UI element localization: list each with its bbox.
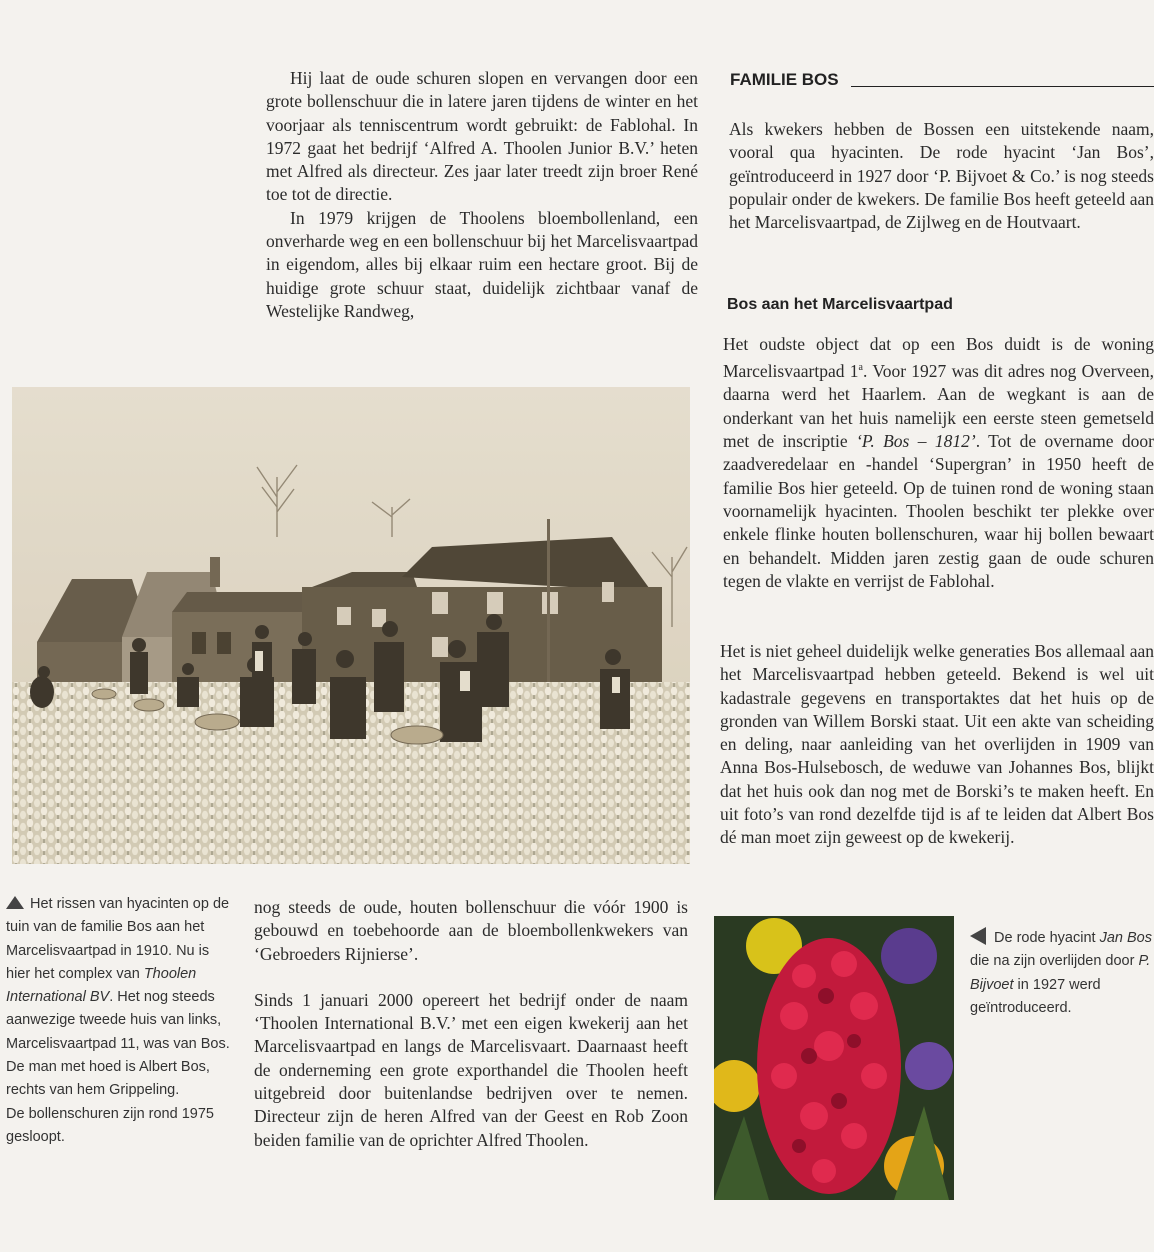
top-paragraph-2: In 1979 krijgen de Thoolens bloembollenland, een onverharde weg en een bollenschuur bij het Marcelisvaartpad in eigendom, alles bij elkaar ruim een hectare groot. Bij de huidige grote schuur staat, duidelijk zichtbaar vanaf de Westelijke Randweg, [266, 207, 698, 321]
flower-caption-part1: De rode hyacint [994, 930, 1100, 946]
bottom-text-column [254, 896, 688, 1152]
photo-caption-italic: Thoolen International BV [6, 965, 197, 1006]
right-paragraph-2-b: . Voor 1927 was dit adres nog Overveen, daarna werd het Haarlem. Aan de wegkant is aan de onderkant van het huis namelijk een eerste steen gemetseld met de inscriptie [723, 361, 1154, 452]
right-paragraph-2-a: Het oudste object dat op een Bos duidt is de woning Marcelisvaartpad 1 [723, 334, 1154, 382]
photo-caption-text [6, 893, 230, 1103]
flower-caption-italic2: P. Bijvoet [970, 953, 1151, 993]
flower-caption-part3: in 1927 werd geïntroduceerd. [970, 976, 1101, 1016]
red-hyacinth-photo [714, 916, 954, 1200]
heading-rule [851, 86, 1154, 87]
right-paragraph-2-c: . Tot de overname door zaadveredelaar en -handel ‘Supergran’ in 1950 heeft de familie Bos hier geteeld. Op de tuinen rond de woning staan voornamelijk hyacinten. Thoolen beschikt ter plekke over enkele flinke houten bollenschuren, waar hij bollen bewaart en behandelt. Midden jaren zestig gaan de oude schuren tegen de vlakte en verrijst de Fablohal. [723, 431, 1154, 591]
top-paragraph-1: Hij laat de oude schuren slopen en vervangen door een grote bollenschuur die in latere jaren tijdens de winter en het voorjaar als tenniscentrum wordt gebruikt: de Fablohal. In 1972 gaat het bedrijf ‘Alfred A. Thoolen Junior B.V.’ heten met Alfred als directeur. Zes jaar later treedt zijn broer René toe tot de directie. [266, 68, 698, 205]
photo-caption-note: De bollenschuren zijn rond 1975 gesloopt. [6, 1105, 214, 1145]
right-intro-paragraph: Als kwekers hebben de Bossen een uitstekende naam, vooral qua hyacinten. De rode hyacint ‘Jan Bos’, geïntroduceerd in 1927 door ‘P. Bijvoet & Co.’ is nog steeds populair onder de kwekers. De familie Bos heeft geteeld aan het Marcelisvaartpad, de Zijlweg en de Houtvaart. [729, 119, 1154, 233]
inscription-italic: ‘P. Bos – 1812’ [856, 431, 976, 452]
triangle-left-icon [970, 927, 986, 945]
flower-caption-part2: die na zijn overlijden door [970, 953, 1139, 970]
right-paragraph-2 [723, 333, 1154, 593]
photo-caption-part2: . Het nog steeds aanwezige tweede huis van links, Marcelisvaartpad 11, was van Bos. De man met hoed is Albert Bos, rechts van hem Grippeling. [6, 989, 230, 1099]
flower-caption [970, 927, 1154, 1020]
bottom-paragraph-2: Sinds 1 januari 2000 opereert het bedrijf onder de naam ‘Thoolen International B.V.’ met een eigen kwekerij aan het Marcelisvaartpad en langs de Marcelisvaart. Daarnaast heeft de onderneming een grote exporthandel die Thoolen heeft uitgebreid door buitenlandse bedrijven over te nemen. Directeur zijn de heren Alfred van der Geest en Rob Zoon beiden familie van de oprichter Alfred Thoolen. [254, 989, 688, 1150]
photo-caption-part1: Het rissen van hyacinten op de tuin van de familie Bos aan het Marcelisvaartpad in 1910. Nu is hier het complex van [6, 896, 230, 982]
address-superscript: a [858, 362, 863, 374]
photo-caption [6, 893, 230, 1149]
section-heading [730, 70, 1154, 90]
historic-photo-hyacinth-field [12, 387, 690, 864]
top-text-column [266, 67, 698, 323]
subheading: Bos aan het Marcelisvaartpad [727, 296, 953, 313]
flower-caption-italic1: Jan Bos [1099, 930, 1152, 946]
bottom-paragraph-1: nog steeds de oude, houten bollenschuur die vóór 1900 is gebouwd en toebehoorde aan de bloembollenkwekers van ‘Gebroeders Rijnierse’. [254, 897, 688, 964]
triangle-up-icon [6, 896, 24, 909]
right-paragraph-3: Het is niet geheel duidelijk welke generaties Bos allemaal aan het Marcelisvaartpad hebben geteeld. Bekend is wel uit kadastrale gegevens en transportaktes dat het huis op de gronden van Willem Borski staat. Uit een akte van scheiding en deling, naar aanleiding van het overlijden in 1909 van Anna Bos-Hulsebosch, de weduwe van Johannes Bos, blijkt dat het huis ook dan nog met de Borski’s te maken heeft. En uit foto’s van rond dezelfde tijd is af te leiden dat Albert Bos dé man moet zijn geweest op de kwekerij. [720, 641, 1154, 848]
section-heading-text: FAMILIE BOS [730, 70, 839, 89]
